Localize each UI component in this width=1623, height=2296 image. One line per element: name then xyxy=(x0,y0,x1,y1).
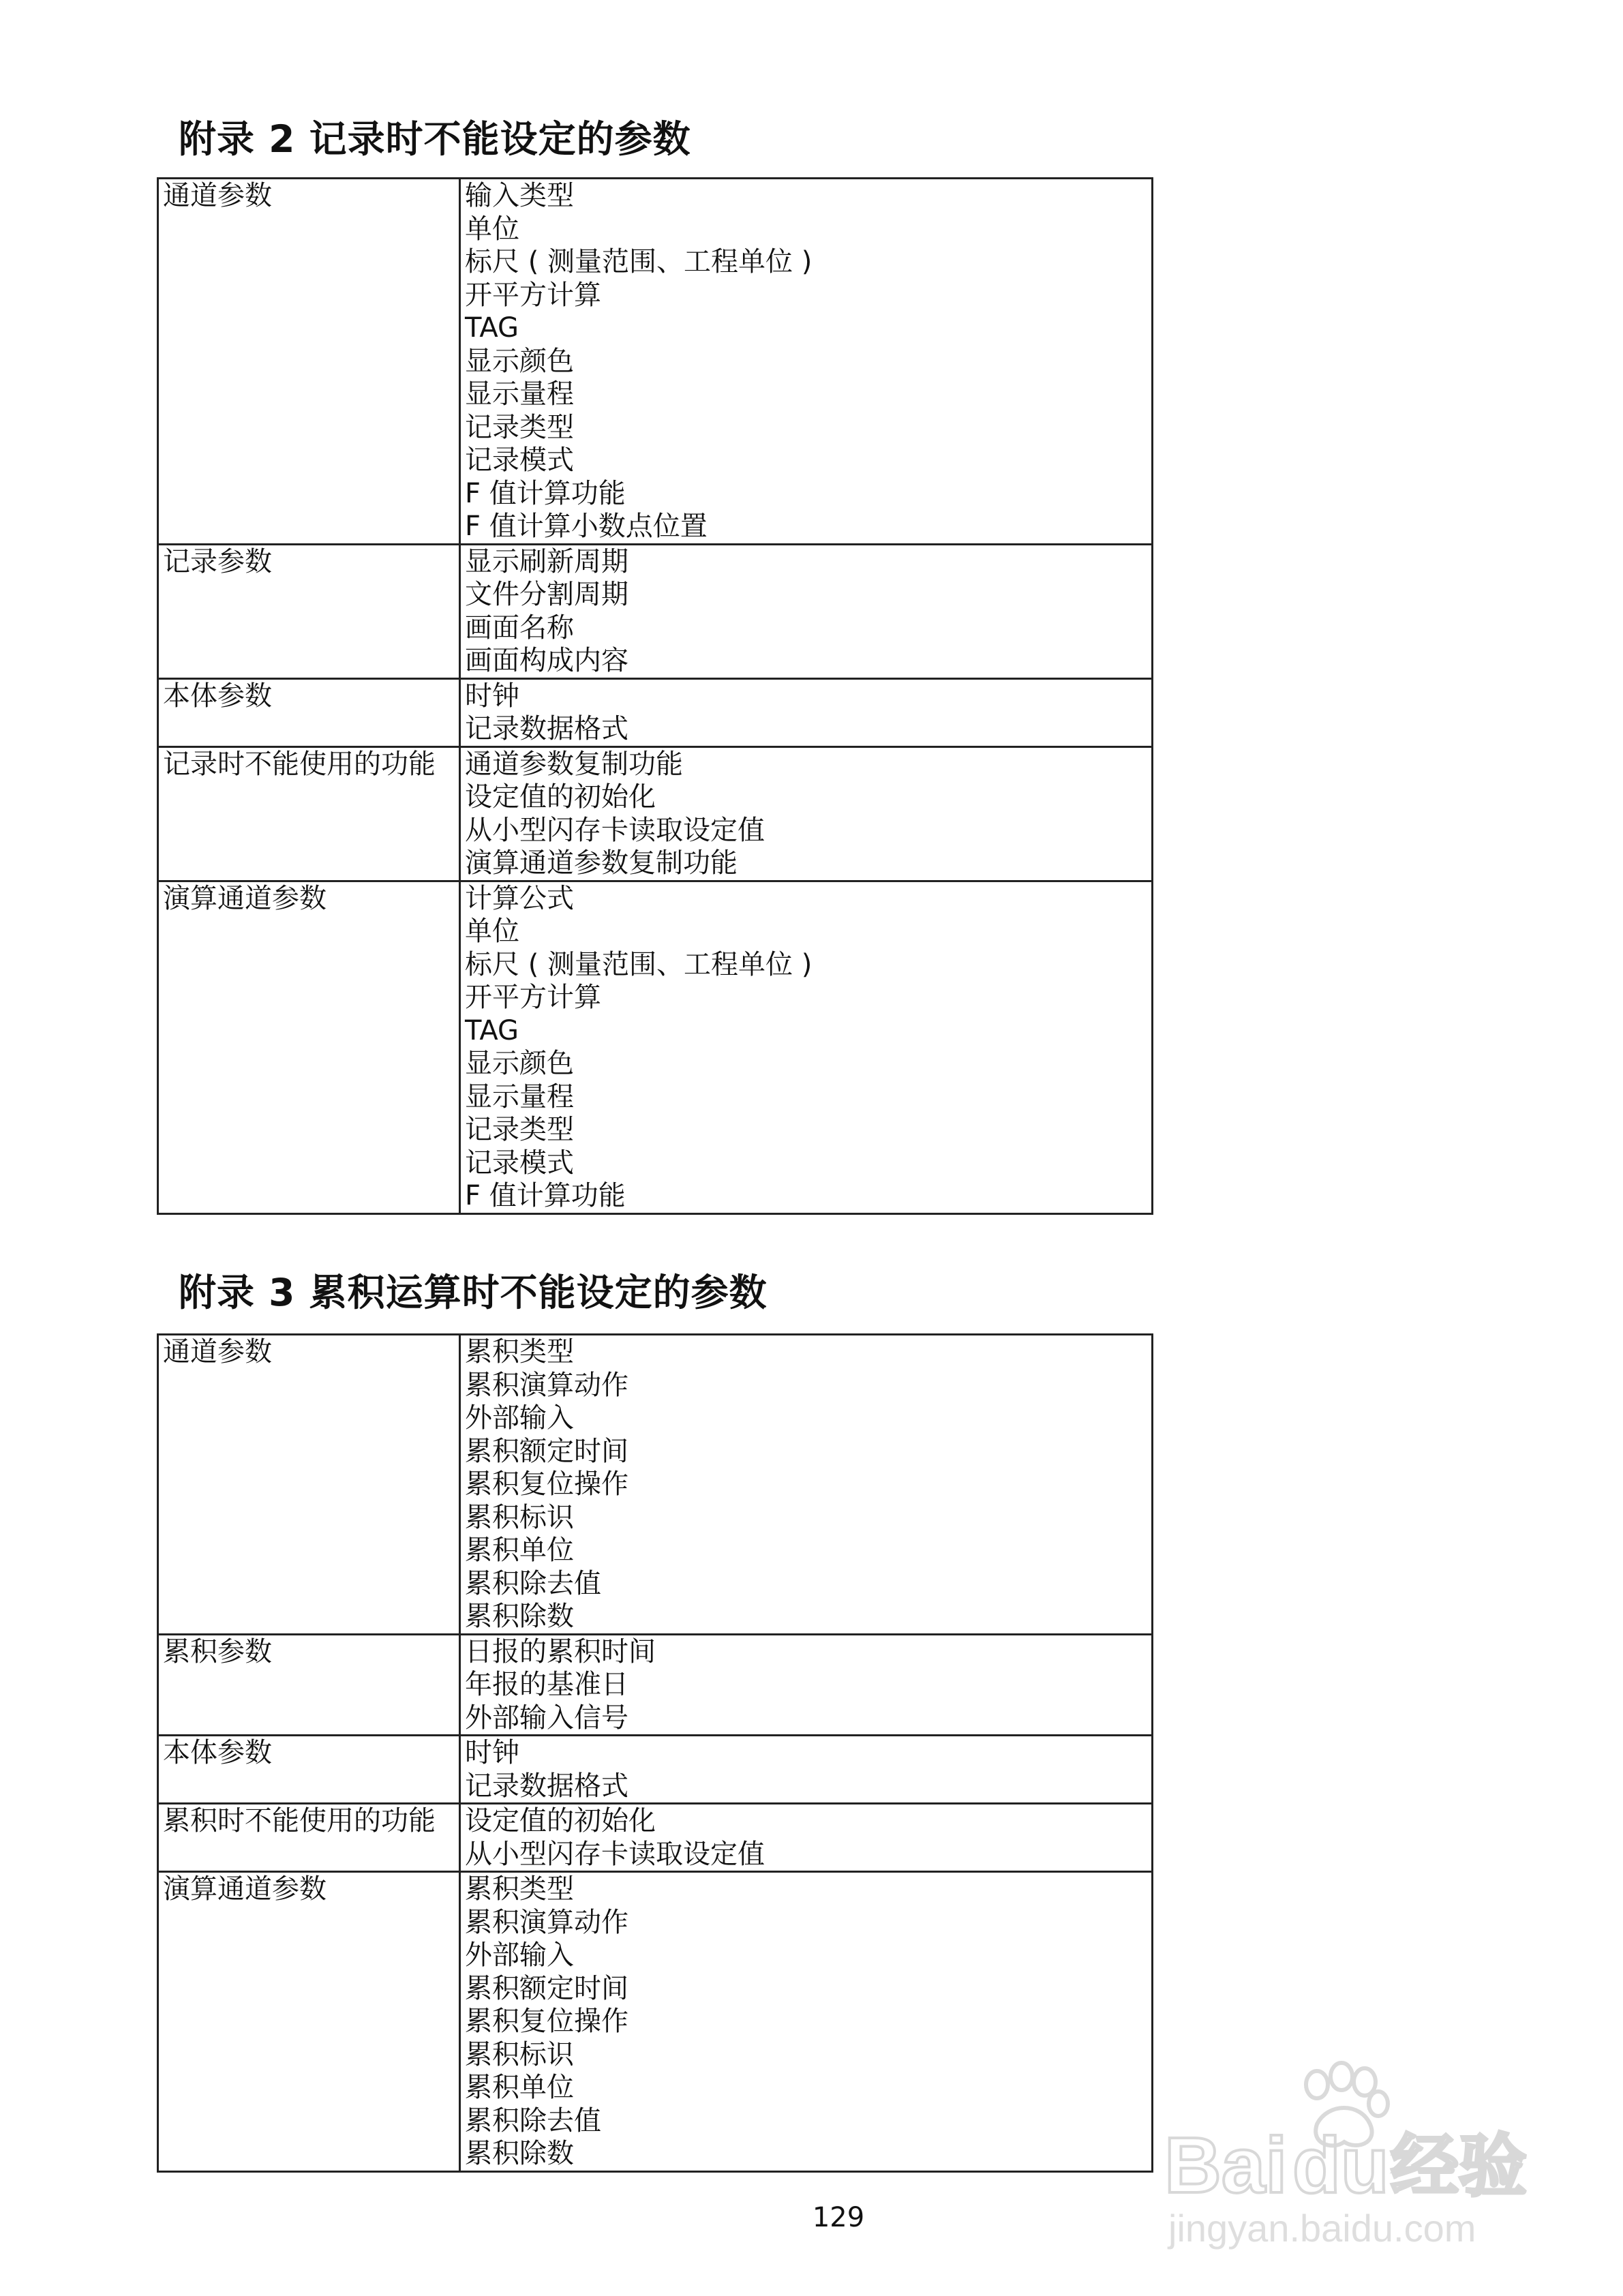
items-cell xyxy=(460,678,1153,746)
category-cell: 累积时不能使用的功能 xyxy=(158,1804,460,1872)
parameter-item: 显示颜色 xyxy=(465,1048,574,1079)
items-cell xyxy=(460,1804,1153,1872)
parameter-item: 计算公式 xyxy=(465,882,574,914)
table-row xyxy=(158,881,1153,1213)
parameter-item: 画面构成内容 xyxy=(465,645,628,676)
parameter-item: 累积单位 xyxy=(465,1535,574,1566)
parameter-item: 累积除去值 xyxy=(465,2104,601,2136)
parameter-item: 时钟 xyxy=(465,680,519,712)
parameter-item: 显示量程 xyxy=(465,378,574,410)
parameter-item: F 值计算小数点位置 xyxy=(465,511,708,542)
items-cell xyxy=(460,179,1153,545)
parameter-item: 标尺 ( 测量范围、工程单位 ) xyxy=(465,246,813,277)
parameter-item: 外部输入信号 xyxy=(465,1702,628,1734)
parameter-item: 记录类型 xyxy=(465,1114,574,1145)
parameter-item: 显示刷新周期 xyxy=(465,545,628,577)
items-cell xyxy=(460,544,1153,678)
page-number: 129 xyxy=(812,2202,865,2233)
parameter-item: 外部输入 xyxy=(465,1402,574,1434)
category-cell: 记录参数 xyxy=(158,544,460,678)
baidu-jingyan-watermark xyxy=(1159,2059,1541,2256)
parameter-item: 外部输入 xyxy=(465,1939,574,1971)
parameter-item: 累积额定时间 xyxy=(465,1972,628,2004)
parameter-item: 开平方计算 xyxy=(465,279,601,311)
parameter-item: 累积类型 xyxy=(465,1873,574,1905)
category-cell: 记录时不能使用的功能 xyxy=(158,746,460,881)
parameter-item: TAG xyxy=(465,312,519,344)
items-cell xyxy=(460,1872,1153,2172)
parameter-item: 输入类型 xyxy=(465,180,574,211)
parameter-item: 累积标识 xyxy=(465,2038,574,2070)
category-cell: 通道参数 xyxy=(158,179,460,545)
parameter-item: 累积演算动作 xyxy=(465,1369,628,1401)
parameter-item: 累积复位操作 xyxy=(465,2006,628,2037)
parameter-item: 从小型闪存卡读取设定值 xyxy=(465,814,765,846)
category-cell: 累积参数 xyxy=(158,1634,460,1736)
table-row xyxy=(158,179,1153,545)
watermark-brand-tail: du xyxy=(1292,2121,1389,2209)
parameter-item: 累积类型 xyxy=(465,1336,574,1368)
appendix-3-table xyxy=(157,1333,1153,2173)
table-row xyxy=(158,1804,1153,1872)
parameter-item: F 值计算功能 xyxy=(465,477,626,509)
parameter-item: 设定值的初始化 xyxy=(465,1805,656,1837)
parameter-item: 记录数据格式 xyxy=(465,713,628,744)
items-cell xyxy=(460,746,1153,881)
parameter-item: 画面名称 xyxy=(465,611,574,644)
category-cell: 演算通道参数 xyxy=(158,881,460,1213)
items-cell xyxy=(460,881,1153,1213)
parameter-item: 标尺 ( 测量范围、工程单位 ) xyxy=(465,948,813,980)
parameter-item: 累积除去值 xyxy=(465,1567,601,1599)
table-row xyxy=(158,678,1153,746)
parameter-item: 记录数据格式 xyxy=(465,1770,628,1802)
parameter-item: 文件分割周期 xyxy=(465,579,628,610)
parameter-item: 设定值的初始化 xyxy=(465,781,656,813)
category-cell: 本体参数 xyxy=(158,1736,460,1804)
watermark-product: 经验 xyxy=(1391,2126,1527,2206)
parameter-item: 记录模式 xyxy=(465,1147,574,1179)
paw-logo-icon xyxy=(1159,2059,1541,2256)
appendix-2-title: 附录 2 记录时不能设定的参数 xyxy=(179,117,691,161)
appendix-2-table xyxy=(157,177,1153,1215)
parameter-item: 开平方计算 xyxy=(465,982,601,1013)
parameter-item: 记录模式 xyxy=(465,444,574,476)
parameter-item: 累积单位 xyxy=(465,2072,574,2103)
category-cell: 演算通道参数 xyxy=(158,1872,460,2172)
parameter-item: 累积复位操作 xyxy=(465,1468,628,1500)
watermark-url: jingyan.baidu.com xyxy=(1168,2207,1476,2250)
parameter-item: 从小型闪存卡读取设定值 xyxy=(465,1838,765,1870)
parameter-item: 年报的基准日 xyxy=(465,1669,628,1700)
parameter-item: 日报的累积时间 xyxy=(465,1635,656,1667)
items-cell xyxy=(460,1736,1153,1804)
table-row xyxy=(158,1335,1153,1635)
appendix-3-title: 附录 3 累积运算时不能设定的参数 xyxy=(179,1271,768,1314)
parameter-item: 累积额定时间 xyxy=(465,1435,628,1467)
parameter-item: 累积演算动作 xyxy=(465,1906,628,1938)
parameter-item: 显示量程 xyxy=(465,1081,574,1113)
parameter-item: 显示颜色 xyxy=(465,345,574,377)
category-cell: 本体参数 xyxy=(158,678,460,746)
parameter-item: F 值计算功能 xyxy=(465,1180,626,1211)
category-cell: 通道参数 xyxy=(158,1335,460,1635)
parameter-item: 累积除数 xyxy=(465,1601,574,1632)
table-row xyxy=(158,1736,1153,1804)
parameter-item: TAG xyxy=(465,1014,519,1046)
parameter-item: 累积标识 xyxy=(465,1501,574,1533)
table-row xyxy=(158,746,1153,881)
parameter-item: 记录类型 xyxy=(465,411,574,443)
parameter-item: 单位 xyxy=(465,916,519,947)
parameter-item: 累积除数 xyxy=(465,2138,574,2169)
items-cell xyxy=(460,1335,1153,1635)
parameter-item: 演算通道参数复制功能 xyxy=(465,847,738,879)
table-row xyxy=(158,544,1153,678)
table-row xyxy=(158,1872,1153,2172)
parameter-item: 时钟 xyxy=(465,1737,519,1768)
items-cell xyxy=(460,1634,1153,1736)
table-row xyxy=(158,1634,1153,1736)
parameter-item: 单位 xyxy=(465,213,519,245)
watermark-brand: Bai xyxy=(1164,2121,1288,2209)
parameter-item: 通道参数复制功能 xyxy=(465,748,683,780)
